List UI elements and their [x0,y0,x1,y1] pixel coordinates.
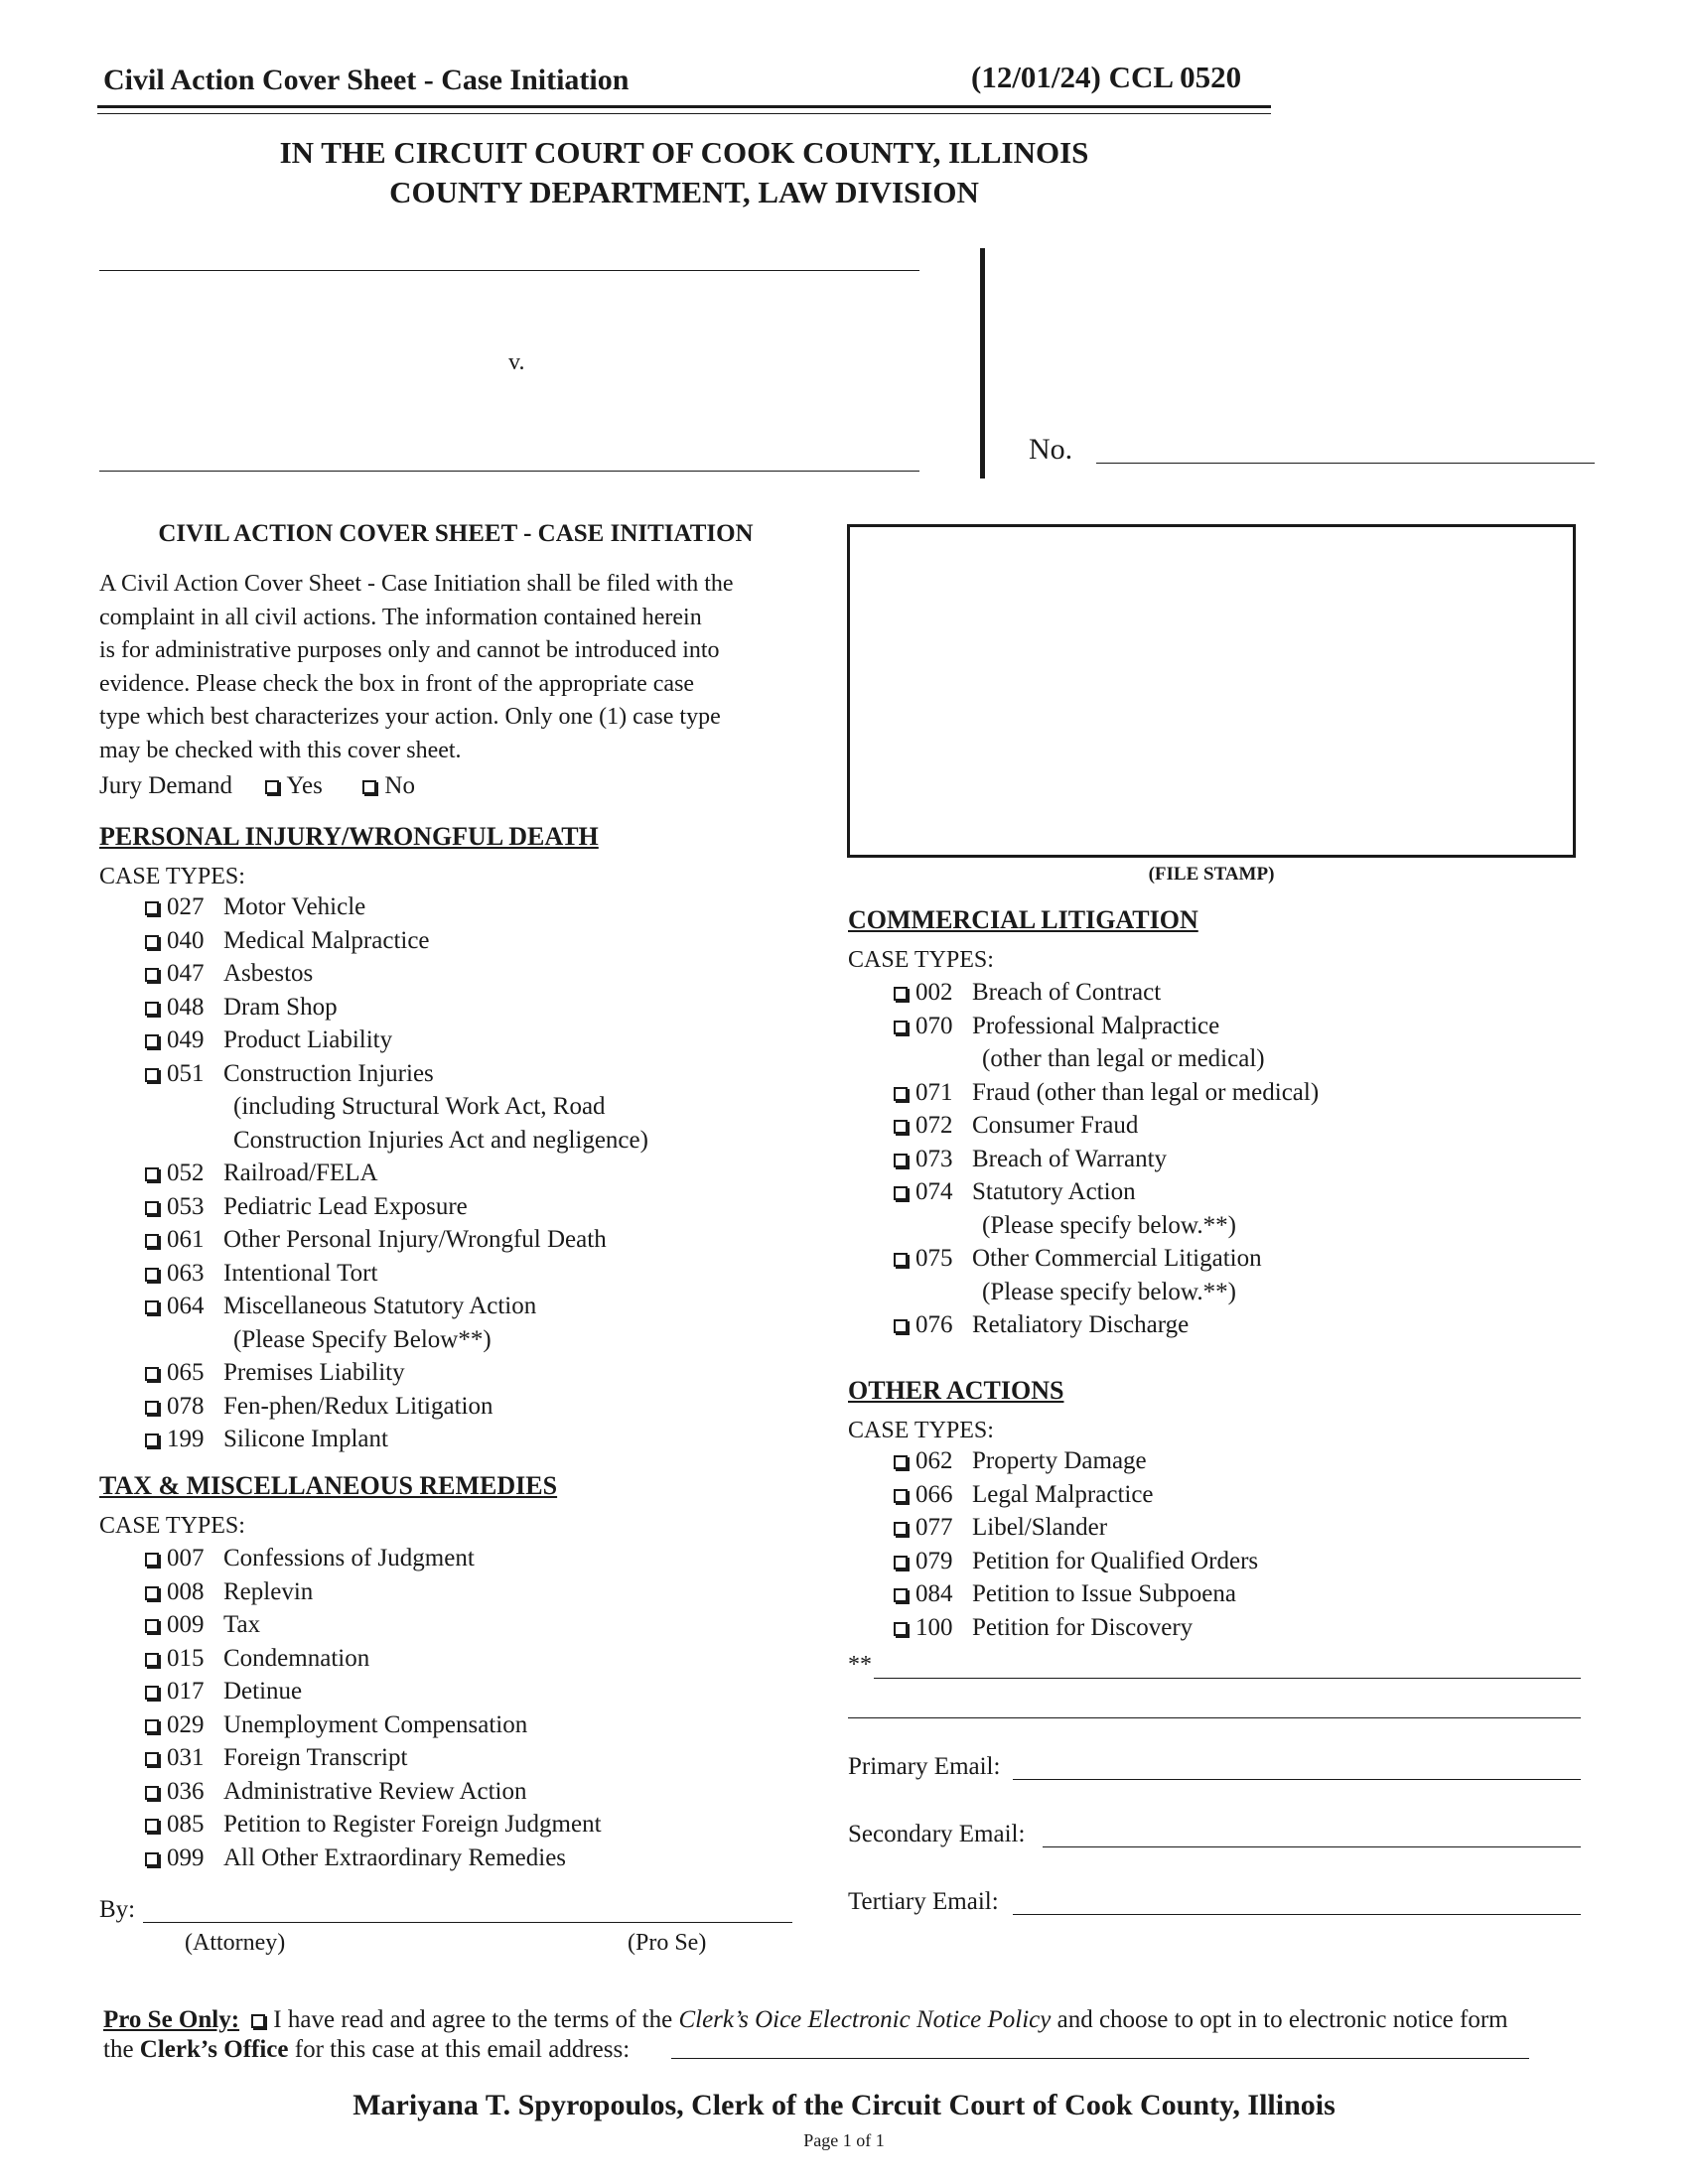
case-type-label: Motor Vehicle [223,893,366,920]
case-number-field[interactable] [1096,463,1595,464]
case-type-checkbox[interactable] [894,1154,908,1167]
case-type-checkbox[interactable] [894,987,908,1001]
notice-text: the [103,2036,134,2063]
case-type-code: 007 [167,1545,205,1571]
case-types-label: CASE TYPES: [99,864,245,889]
case-type-code: 199 [167,1426,205,1452]
case-type-label: All Other Extraordinary Remedies [223,1843,567,1871]
case-type-checkbox[interactable] [145,935,159,949]
notice-office: Clerk’s Office [139,2036,289,2063]
case-type-code: 062 [915,1447,953,1474]
case-type-code: 077 [915,1514,953,1541]
case-type-code: 079 [915,1547,953,1574]
notice-text: for this case at this email address: [294,2036,631,2063]
case-type-code: 036 [167,1777,205,1805]
case-type-checkbox[interactable] [145,1553,159,1567]
case-type-code: 047 [167,960,205,987]
case-type-note: Construction Injuries Act and negligence) [233,1126,648,1154]
case-type-item[interactable] [145,1611,260,1639]
case-type-item[interactable] [145,994,338,1022]
case-type-item[interactable] [145,1778,527,1806]
case-type-checkbox[interactable] [894,1455,908,1469]
case-type-label: Breach of Contract [972,979,1162,1006]
jury-yes-label: Yes [286,772,323,799]
case-type-label: Legal Malpractice [972,1480,1154,1508]
plaintiff-line[interactable] [99,270,919,271]
case-type-checkbox[interactable] [145,1619,159,1633]
instruction-line: A Civil Action Cover Sheet - Case Initiation shall be filed with the [99,571,734,597]
file-stamp-label: (FILE STAMP) [1148,864,1275,885]
case-type-item[interactable] [145,1678,302,1706]
court-name: IN THE CIRCUIT COURT OF COOK COUNTY, ILLINOIS [279,135,1089,170]
file-stamp-box [847,524,1576,858]
case-type-item[interactable] [145,1193,468,1221]
case-type-label: Petition to Issue Subpoena [972,1580,1236,1607]
case-type-checkbox[interactable] [145,1068,159,1082]
case-type-item[interactable] [145,1844,566,1872]
pro-se-notice [103,2005,1593,2065]
case-type-checkbox[interactable] [145,1586,159,1600]
form-code: (12/01/24) CCL 0520 [971,60,1242,94]
commercial-heading: COMMERCIAL LITIGATION [848,905,1198,934]
case-type-code: 066 [915,1480,953,1508]
case-type-label: Medical Malpractice [223,926,430,954]
case-type-code: 048 [167,993,205,1021]
case-type-label: Premises Liability [223,1359,405,1386]
case-type-note: (Please specify below.**) [982,1278,1236,1305]
case-type-code: 076 [915,1311,953,1338]
case-type-label: Other Personal Injury/Wrongful Death [223,1226,607,1253]
case-type-item[interactable] [145,1293,536,1320]
case-type-code: 029 [167,1710,205,1738]
case-type-label: Fen-phen/Redux Litigation [223,1392,493,1420]
case-type-label: Intentional Tort [223,1259,378,1287]
case-type-label: Petition for Qualified Orders [972,1547,1259,1574]
case-type-item[interactable] [145,1393,492,1421]
case-type-code: 015 [167,1644,205,1672]
case-type-item[interactable] [894,1481,1154,1509]
specify-line-1[interactable] [874,1678,1581,1679]
case-type-item[interactable] [894,1614,1193,1642]
case-type-code: 100 [915,1613,953,1641]
signature-line[interactable] [143,1922,792,1923]
case-type-checkbox[interactable] [145,1852,159,1866]
case-type-item[interactable] [894,979,1161,1007]
case-type-code: 008 [167,1577,205,1605]
specify-line-2[interactable] [848,1717,1581,1718]
case-type-item[interactable] [894,1447,1147,1475]
case-types-label: CASE TYPES: [848,947,994,973]
case-type-label: Fraud (other than legal or medical) [972,1078,1320,1106]
case-type-checkbox[interactable] [145,1653,159,1667]
case-type-checkbox[interactable] [145,1819,159,1833]
case-type-checkbox[interactable] [894,1087,908,1101]
case-type-label: Pediatric Lead Exposure [223,1192,468,1220]
case-type-checkbox[interactable] [145,1167,159,1181]
pro-se-label: (Pro Se) [628,1930,707,1956]
primary-email-label: Primary Email: [848,1753,1001,1780]
case-type-code: 017 [167,1678,205,1705]
notice-text: and choose to opt in to electronic notice form [1056,2006,1508,2033]
header-rule-thin [97,113,1271,114]
case-type-code: 052 [167,1160,205,1186]
secondary-email-field[interactable] [1043,1846,1581,1847]
case-type-checkbox[interactable] [894,1186,908,1200]
case-type-checkbox[interactable] [145,1268,159,1282]
case-type-code: 074 [915,1178,953,1205]
case-type-item[interactable] [894,1013,1219,1040]
case-type-code: 040 [167,926,205,954]
case-type-code: 031 [167,1744,205,1771]
case-type-label: Retaliatory Discharge [972,1311,1190,1338]
case-type-label: Asbestos [223,960,314,987]
specify-marker: ** [848,1652,872,1678]
case-type-label: Libel/Slander [972,1514,1108,1541]
other-actions-heading: OTHER ACTIONS [848,1376,1064,1405]
case-type-label: Miscellaneous Statutory Action [223,1293,537,1319]
case-type-item[interactable] [894,1245,1262,1273]
case-type-item[interactable] [145,1359,405,1387]
instruction-line: evidence. Please check the box in front of the appropriate case [99,670,695,697]
case-type-item[interactable] [894,1514,1107,1542]
case-type-item[interactable] [145,1226,607,1254]
notice-text: I have read and agree to the terms of the [273,2006,673,2033]
pro-se-only-label: Pro Se Only: [103,2006,240,2033]
case-type-checkbox[interactable] [145,1367,159,1381]
case-type-checkbox[interactable] [145,1433,159,1447]
case-type-label: Foreign Transcript [223,1744,408,1771]
tax-misc-heading: TAX & MISCELLANEOUS REMEDIES [99,1471,558,1500]
jury-yes-checkbox[interactable] [265,780,279,794]
case-type-label: Property Damage [972,1447,1147,1474]
personal-injury-heading: PERSONAL INJURY/WRONGFUL DEATH [99,822,599,851]
case-type-code: 002 [915,979,953,1006]
case-type-item[interactable] [145,1260,377,1288]
case-type-label: Consumer Fraud [972,1112,1139,1139]
case-type-code: 064 [167,1293,205,1319]
case-type-label: Railroad/FELA [223,1160,378,1186]
case-type-checkbox[interactable] [894,1120,908,1134]
case-type-item[interactable] [145,1645,369,1673]
case-type-code: 070 [915,1012,953,1039]
jury-demand-label: Jury Demand [99,772,232,799]
caption-divider [980,248,985,478]
case-type-item[interactable] [894,1146,1167,1173]
case-type-item[interactable] [145,1578,313,1606]
case-type-item[interactable] [894,1311,1189,1339]
case-type-item[interactable] [145,1711,527,1739]
versus-label: v. [508,349,525,375]
case-type-checkbox[interactable] [894,1622,908,1636]
case-type-code: 009 [167,1611,205,1638]
instruction-line: may be checked with this cover sheet. [99,737,462,763]
case-type-note: (other than legal or medical) [982,1045,1265,1072]
case-type-label: Product Liability [223,1026,393,1053]
case-types-label: CASE TYPES: [848,1418,994,1443]
case-type-note: (Please specify below.**) [982,1211,1236,1239]
instruction-line: type which best characterizes your action. Only one (1) case type [99,704,721,730]
case-type-checkbox[interactable] [145,1786,159,1800]
case-type-checkbox[interactable] [145,1401,159,1415]
case-type-item[interactable] [145,1545,475,1572]
case-type-label: Confessions of Judgment [223,1545,475,1571]
case-type-checkbox[interactable] [145,901,159,915]
case-type-label: Replevin [223,1577,314,1605]
case-type-label: Condemnation [223,1644,370,1672]
case-type-checkbox[interactable] [145,968,159,982]
case-type-checkbox[interactable] [145,1686,159,1700]
case-type-note: (Please Specify Below**) [233,1325,492,1353]
case-type-checkbox[interactable] [145,1002,159,1016]
case-type-code: 063 [167,1259,205,1287]
jury-demand [99,772,415,800]
case-type-item[interactable] [145,1160,378,1187]
page-number: Page 1 of 1 [803,2130,885,2150]
case-type-item[interactable] [894,1580,1236,1608]
case-type-label: Other Commercial Litigation [972,1245,1262,1272]
jury-no-checkbox[interactable] [362,780,376,794]
header-rule-thick [97,105,1271,108]
secondary-email-label: Secondary Email: [848,1821,1026,1847]
cover-sheet-title: CIVIL ACTION COVER SHEET - CASE INITIATION [158,520,754,547]
case-type-code: 072 [915,1112,953,1139]
instruction-line: complaint in all civil actions. The information contained herein [99,604,702,630]
case-type-code: 073 [915,1145,953,1172]
case-type-item[interactable] [145,927,430,955]
case-type-code: 099 [167,1843,205,1871]
case-type-item[interactable] [145,893,365,921]
case-types-label: CASE TYPES: [99,1513,245,1539]
defendant-line[interactable] [99,471,919,472]
case-type-label: Detinue [223,1678,303,1705]
case-type-checkbox[interactable] [145,1300,159,1314]
case-type-item[interactable] [145,1060,434,1088]
case-type-code: 078 [167,1392,205,1420]
case-type-item[interactable] [894,1548,1258,1575]
case-type-label: Petition for Discovery [972,1613,1194,1641]
primary-email-field[interactable] [1013,1779,1581,1780]
case-type-checkbox[interactable] [145,1034,159,1048]
tertiary-email-label: Tertiary Email: [848,1888,999,1915]
case-type-label: Unemployment Compensation [223,1710,528,1738]
case-type-label: Professional Malpractice [972,1012,1220,1039]
clerk-signature: Mariyana T. Spyropoulos, Clerk of the Circuit Court of Cook County, Illinois [352,2089,1336,2121]
case-type-label: Tax [223,1611,261,1638]
instructions [99,568,824,767]
case-type-checkbox[interactable] [894,1253,908,1267]
case-type-label: Breach of Warranty [972,1145,1168,1172]
case-type-code: 075 [915,1245,953,1272]
case-type-checkbox[interactable] [894,1489,908,1503]
case-type-code: 049 [167,1026,205,1053]
case-type-item[interactable] [145,1811,602,1839]
form-title: Civil Action Cover Sheet - Case Initiation [103,64,630,96]
pro-se-opt-in-checkbox[interactable] [251,2014,265,2028]
case-type-code: 085 [167,1811,205,1838]
case-type-label: Administrative Review Action [223,1777,527,1805]
case-type-code: 061 [167,1226,205,1253]
case-type-checkbox[interactable] [894,1588,908,1602]
case-type-code: 027 [167,893,205,920]
case-type-label: Petition to Register Foreign Judgment [223,1811,602,1838]
case-type-checkbox[interactable] [145,1752,159,1766]
jury-no-label: No [384,772,415,799]
case-type-checkbox[interactable] [145,1201,159,1215]
case-type-code: 051 [167,1059,205,1087]
case-type-code: 053 [167,1192,205,1220]
case-type-label: Dram Shop [223,993,338,1021]
by-label: By: [99,1896,136,1923]
case-type-item[interactable] [145,1426,388,1453]
case-type-checkbox[interactable] [145,1719,159,1733]
case-type-checkbox[interactable] [894,1522,908,1536]
case-number-label: No. [1029,433,1073,466]
case-type-code: 084 [915,1580,953,1607]
case-type-checkbox[interactable] [145,1234,159,1248]
case-type-label: Statutory Action [972,1178,1136,1205]
case-type-checkbox[interactable] [894,1319,908,1333]
pro-se-email-field[interactable] [671,2058,1529,2059]
case-type-item[interactable] [894,1079,1319,1107]
case-type-item[interactable] [894,1112,1138,1140]
case-type-checkbox[interactable] [894,1556,908,1570]
case-type-code: 065 [167,1359,205,1386]
tertiary-email-field[interactable] [1013,1914,1581,1915]
notice-policy-title: Clerk’s Oice Electronic Notice Policy [678,2006,1052,2033]
case-type-item[interactable] [145,1026,392,1054]
court-division: COUNTY DEPARTMENT, LAW DIVISION [389,175,979,209]
case-type-code: 071 [915,1078,953,1106]
case-type-label: Silicone Implant [223,1426,388,1452]
attorney-label: (Attorney) [185,1930,286,1956]
case-type-item[interactable] [145,960,313,988]
case-type-note: (including Structural Work Act, Road [233,1093,606,1120]
case-type-item[interactable] [894,1178,1136,1206]
case-type-item[interactable] [145,1744,407,1772]
case-type-label: Construction Injuries [223,1059,434,1087]
instruction-line: is for administrative purposes only and cannot be introduced into [99,637,720,663]
case-type-checkbox[interactable] [894,1021,908,1034]
